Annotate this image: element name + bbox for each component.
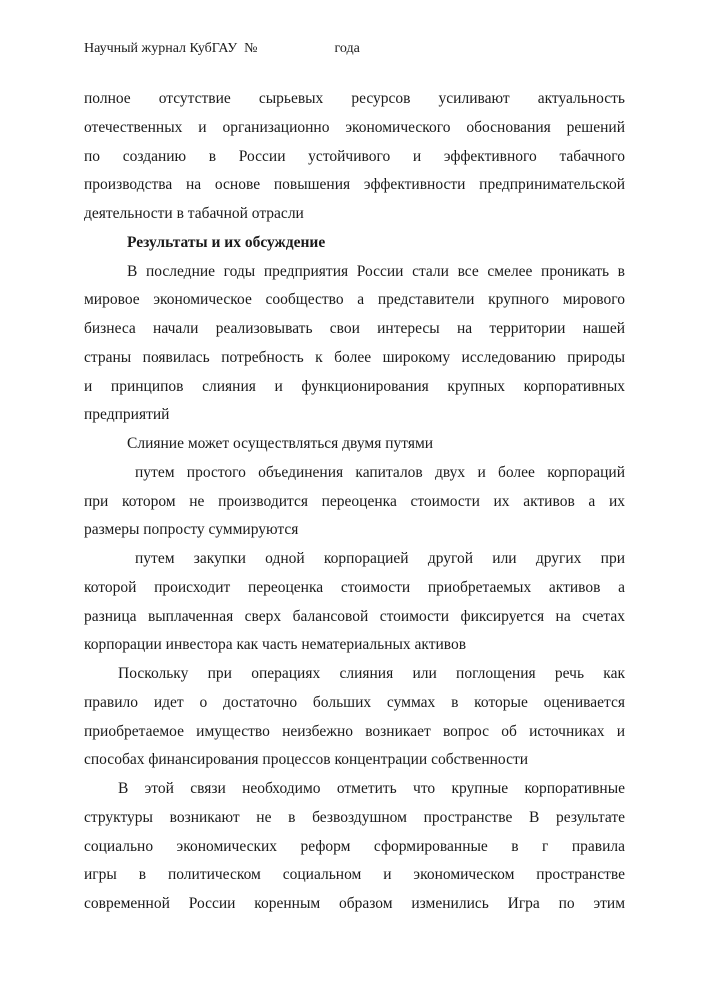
text-line: по созданию в России устойчивого и эффективного табачного (84, 147, 625, 165)
text-line: Поскольку при операциях слияния или поглощения речь как (118, 665, 625, 682)
text-line: производства на основе повышения эффективности предпринимательской (84, 176, 625, 194)
text-line: деятельности в табачной отрасли (84, 205, 304, 222)
text-line: путем простого объединения капиталов двух и более корпораций (135, 463, 625, 481)
text-line: социально экономических реформ сформированные в г правила (84, 837, 625, 855)
text-line: полное отсутствие сырьевых ресурсов усиливают актуальность (84, 90, 625, 107)
text-line: мировое экономическое сообщество а представители крупного мирового (84, 291, 625, 309)
text-line: корпорации инвестора как часть нематериальных активов (84, 636, 467, 654)
text-line: способах финансирования процессов концентрации собственности (84, 751, 529, 769)
text-line: страны появилась потребность к более широкому исследованию природы (84, 348, 625, 366)
text-line: отечественных и организационно экономического обоснования решений (84, 118, 625, 136)
text-line: В этой связи необходимо отметить что крупные корпоративные (118, 780, 625, 797)
text-line: бизнеса начали реализовывать свои интересы на территории нашей (84, 320, 625, 337)
text-line: приобретаемое имущество неизбежно возникает вопрос об источниках и (84, 722, 625, 740)
text-line: современной России коренным образом изменились Игра по этим (84, 895, 625, 912)
text-line: и принципов слияния и функционирования крупных корпоративных (84, 377, 625, 395)
text-line: размеры попросту суммируются (84, 521, 299, 539)
running-header: Научный журнал КубГАУ № года (84, 41, 360, 56)
text-line: путем закупки одной корпорацией другой или других при (135, 550, 625, 567)
text-line: В последние годы предприятия России стали все смелее проникать в (127, 262, 625, 280)
text-line: которой происходит переоценка стоимости приобретаемых активов а (84, 578, 625, 596)
text-line: правило идет о достаточно больших суммах в которые оценивается (84, 693, 625, 711)
section-heading: Результаты и их обсуждение (127, 233, 326, 251)
text-line: при котором не производится переоценка стоимости их активов а их (84, 492, 625, 510)
text-line: разница выплаченная сверх балансовой стоимости фиксируется на счетах (84, 607, 625, 625)
article-body (84, 85, 625, 919)
text-line: предприятий (84, 406, 170, 424)
text-line: игры в политическом социальном и экономическом пространстве (84, 866, 625, 884)
text-line: структуры возникают не в безвоздушном пространстве В результате (84, 808, 625, 826)
text-line: Слияние может осуществляться двумя путями (127, 435, 434, 452)
